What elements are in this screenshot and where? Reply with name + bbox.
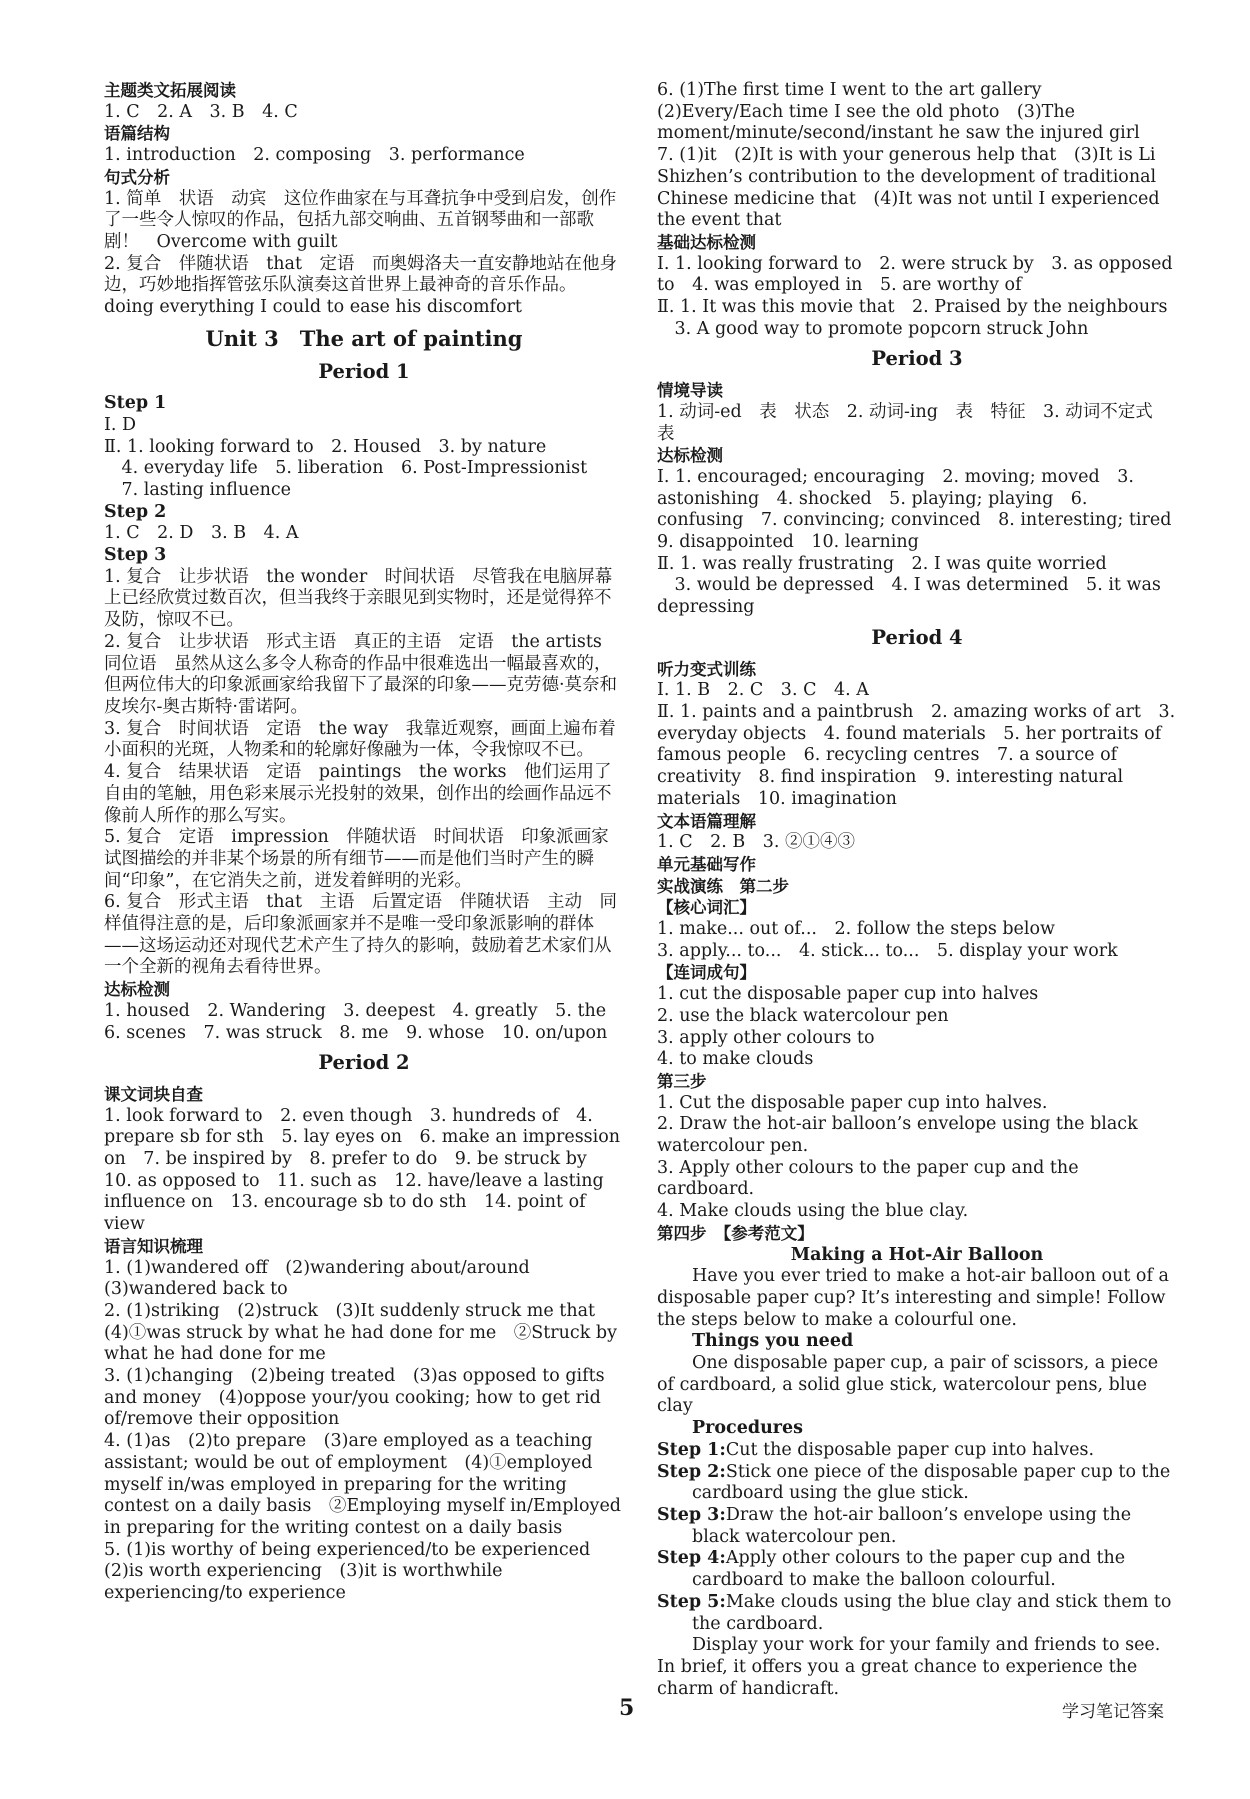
step-label: Step 3:: [657, 1505, 726, 1525]
essay-paragraph: Display your work for your family and friends to see. In brief, it offers you a great chance to experience the charm of handicraft.: [657, 1635, 1166, 1699]
answer-line: 3. A good way to promote popcorn struck John: [657, 318, 1089, 339]
step-label: Step 4:: [657, 1548, 726, 1569]
section-heading: 语言知识梳理: [104, 1236, 203, 1256]
step-label: Step 1:: [657, 1439, 726, 1460]
procedure-step: [657, 1505, 1177, 1548]
section-heading: 基础达标检测: [657, 232, 756, 252]
footer-label: 学习笔记答案: [1062, 1702, 1164, 1722]
answer-line: 1. 动词-ed 表 状态 2. 动词-ing 表 特征 3. 动词不定式 表: [657, 401, 1171, 444]
procedure-step: [657, 1592, 1177, 1635]
step-heading: Step 2: [104, 501, 167, 522]
essay-paragraph: Have you ever tried to make a hot-air balloon out of a disposable paper cup? It’s interesting and simple! Follow the steps below to make a colourful one.: [657, 1266, 1175, 1330]
right-column: [657, 80, 1189, 1700]
essay-title: Making a Hot-Air Balloon: [790, 1244, 1044, 1265]
procedure-step: [657, 1440, 1177, 1462]
essay-paragraph: One disposable paper cup, a pair of scissors, a piece of cardboard, a solid glue stick, watercolour pens, blue clay: [657, 1353, 1164, 1417]
step-text: Cut the disposable paper cup into halves.: [725, 1439, 1095, 1460]
answer-line: 1. housed 2. Wandering 3. deepest 4. greatly 5. the: [104, 1000, 607, 1021]
step-text: Draw the hot-air balloon’s envelope using the black watercolour pen.: [692, 1505, 1137, 1547]
section-heading: 情境导读: [657, 381, 723, 401]
answer-line: 1. Cut the disposable paper cup into halves.: [657, 1092, 1048, 1113]
step-heading: Step 3: [104, 545, 167, 566]
answer-line: 1. C 2. D 3. B 4. A: [104, 523, 299, 544]
essay-subheading: Things you need: [692, 1331, 854, 1352]
answer-line: 3. apply other colours to: [657, 1027, 875, 1048]
section-heading: 语篇结构: [104, 124, 170, 144]
answer-line: 1. cut the disposable paper cup into halves: [657, 984, 1039, 1005]
section-heading: 第四步 【参考范文】: [657, 1223, 814, 1243]
answer-line: 2. Draw the hot-air balloon’s envelope using the black watercolour pen.: [657, 1114, 1144, 1157]
answer-line: 1. look forward to 2. even though 3. hundreds of 4. prepare sb for sth 5. lay eyes on 6. make an impression on 7. be inspired by 8. prefer to do 9. be struck by 10. as opposed to 11. such as 12. have/leave a lasting influence on 13. encourage sb to do sth 14. point of view: [104, 1105, 626, 1235]
answer-line: 1. C 2. A 3. B 4. C: [104, 101, 298, 122]
section-heading: 文本语篇理解: [657, 811, 756, 831]
answer-line: 5. 复合 定语 impression 伴随状语 时间状语 印象派画家试图描绘的并非某个场景的所有细节——而是他们当时产生的瞬间“印象”，在它消失之前，迸发着鲜明的光彩。: [104, 827, 609, 891]
answer-line: 3. (1)changing (2)being treated (3)as opposed to gifts and money (4)oppose your/you cooking; how to get rid of/remove their opposition: [104, 1366, 611, 1430]
answer-line: Ⅰ. 1. looking forward to 2. were struck by 3. as opposed to 4. was employed in 5. are worthy of: [657, 253, 1179, 296]
section-heading: 【核心词汇】: [657, 898, 756, 918]
section-heading: 课文词块自查: [104, 1084, 203, 1104]
answer-line: Ⅱ. 1. paints and a paintbrush 2. amazing works of art 3. everyday objects 4. found materials 5. her portraits of famous people 6. recycling centres 7. a source of creativity 8. find inspiration 9. interesting natural materials 10. imagination: [657, 701, 1181, 809]
answer-line: 4. everyday life 5. liberation 6. Post-Impressionist: [104, 458, 588, 479]
answer-line: 3. would be depressed 4. I was determined 5. it was depressing: [657, 575, 1167, 618]
period-title: Period 2: [318, 1051, 410, 1075]
answer-line: 7. lasting influence: [104, 479, 292, 500]
unit-title: Unit 3 The art of painting: [205, 325, 523, 351]
step-label: Step 2:: [657, 1461, 726, 1482]
answer-line: 4. 复合 结果状语 定语 paintings the works 他们运用了自由的笔触，用色彩来展示光投射的效果，创作出的绘画作品远不像前人所作的那么写实。: [104, 762, 612, 826]
period-title: Period 1: [318, 360, 410, 384]
answer-line: 3. 复合 时间状语 定语 the way 我靠近观察，画面上遍布着小面积的光斑，人物柔和的轮廓好像融为一体，令我惊叹不已。: [104, 718, 616, 761]
answer-line: 1. (1)wandered off (2)wandering about/around (3)wandered back to: [104, 1257, 548, 1300]
section-heading: 听力变式训练: [657, 659, 756, 679]
answer-line: 1. make... out of... 2. follow the steps below: [657, 919, 1056, 940]
section-heading: 单元基础写作: [657, 854, 756, 874]
left-column: [104, 80, 627, 1605]
page-number: 5: [619, 1695, 635, 1721]
step-text: Stick one piece of the disposable paper cup to the cardboard using the glue stick.: [692, 1461, 1176, 1504]
section-heading: 主题类文拓展阅读: [104, 81, 236, 100]
section-heading: 实战演练 第二步: [657, 876, 789, 896]
period-title: Period 3: [871, 347, 963, 371]
section-heading: 达标检测: [104, 980, 170, 1000]
section-heading: 第三步: [657, 1071, 707, 1091]
step-heading: Step 1: [104, 393, 167, 414]
answer-line: 2. use the black watercolour pen: [657, 1005, 949, 1026]
answer-line: 3. apply... to... 4. stick... to... 5. display your work: [657, 940, 1118, 961]
essay-subheading: Procedures: [692, 1418, 804, 1439]
answer-line: 3. Apply other colours to the paper cup and the cardboard.: [657, 1157, 1085, 1200]
section-heading: 达标检测: [657, 446, 723, 466]
answer-line: 6. (1)The first time I went to the art gallery (2)Every/Each time I see the old photo (3)The moment/minute/second/instant he saw the injured girl: [657, 80, 1140, 144]
answer-line: Ⅱ. 1. It was this movie that 2. Praised by the neighbours: [657, 297, 1168, 318]
answer-line: Ⅰ. 1. encouraged; encouraging 2. moving; moved 3. astonishing 4. shocked 5. playing; playing 6. confusing 7. convincing; convinced 8. interesting; tired 9. disappointed 10. learning: [657, 466, 1189, 553]
procedure-step: [657, 1462, 1177, 1505]
answer-line: 5. (1)is worthy of being experienced/to be experienced (2)is worth experiencing (3)it is worthwhile experiencing/to experience: [104, 1539, 596, 1604]
answer-line: 1. 简单 状语 动宾 这位作曲家在与耳聋抗争中受到启发，创作了一些令人惊叹的作品，包括九部交响曲、五首钢琴曲和一部歌剧！ Overcome with guilt: [104, 188, 617, 252]
answer-line: 1. introduction 2. composing 3. performance: [104, 145, 525, 166]
answer-line: 2. (1)striking (2)struck (3)It suddenly struck me that (4)①was struck by what he had done for me ②Struck by what he had done for me: [104, 1300, 623, 1365]
section-heading: 【连词成句】: [657, 963, 756, 983]
answer-line: Ⅱ. 1. looking forward to 2. Housed 3. by nature: [104, 436, 547, 457]
answer-line: 4. to make clouds: [657, 1049, 814, 1070]
procedure-step: [657, 1548, 1177, 1591]
answer-line: 6. scenes 7. was struck 8. me 9. whose 10. on/upon: [104, 1022, 608, 1043]
step-label: Step 5:: [657, 1591, 726, 1612]
period-title: Period 4: [871, 625, 963, 649]
answer-line: 6. 复合 形式主语 that 主语 后置定语 伴随状语 主动 同样值得注意的是，后印象派画家并不是唯一受印象派影响的群体——这场运动还对现代艺术产生了持久的影响，鼓励着艺术家们从一个全新的视角去看待世界。: [104, 892, 618, 978]
answer-line: 7. (1)it (2)It is with your generous help that (3)It is Li Shizhen’s contribution to the development of traditional Chinese medicine that (4)It was not until I experienced the event that: [657, 145, 1166, 231]
answer-line: Ⅰ. 1. B 2. C 3. C 4. A: [657, 680, 869, 701]
answer-line: 4. (1)as (2)to prepare (3)are employed as a teaching assistant; would be out of employment (4)①employed myself in/was employed in preparing for the writing contest on a daily basis ②Employing myself in/Employed in preparing for the writing contest on a daily basis: [104, 1431, 627, 1538]
answer-line: 1. 复合 让步状语 the wonder 时间状语 尽管我在电脑屏幕上已经欣赏过数百次，但当我终于亲眼见到实物时，还是觉得猝不及防，惊叹不已。: [104, 566, 613, 631]
answer-line: Ⅱ. 1. was really frustrating 2. I was quite worried: [657, 553, 1107, 574]
answer-line: 1. C 2. B 3. ②①④③: [657, 832, 856, 853]
answer-line: Ⅰ. D: [104, 414, 137, 435]
step-text: Make clouds using the blue clay and stick them to the cardboard.: [692, 1591, 1178, 1634]
answer-line: 4. Make clouds using the blue clay.: [657, 1201, 969, 1222]
step-text: Apply other colours to the paper cup and the cardboard to make the balloon colourful.: [692, 1548, 1131, 1591]
section-heading: 句式分析: [104, 167, 170, 187]
answer-line: 2. 复合 让步状语 形式主语 真正的主语 定语 the artists 同位语 虽然从这么多令人称奇的作品中很难选出一幅最喜欢的，但两位伟大的印象派画家给我留下了最深的印象——克劳德·莫奈和皮埃尔-奥古斯特·雷诺阿。: [104, 631, 620, 717]
answer-line: 2. 复合 伴随状语 that 定语 而奥姆洛夫一直安静地站在他身边，巧妙地指挥管弦乐队演奏这首世界上最神奇的音乐作品。 doing everything I could to ease his discomfort: [104, 253, 618, 318]
